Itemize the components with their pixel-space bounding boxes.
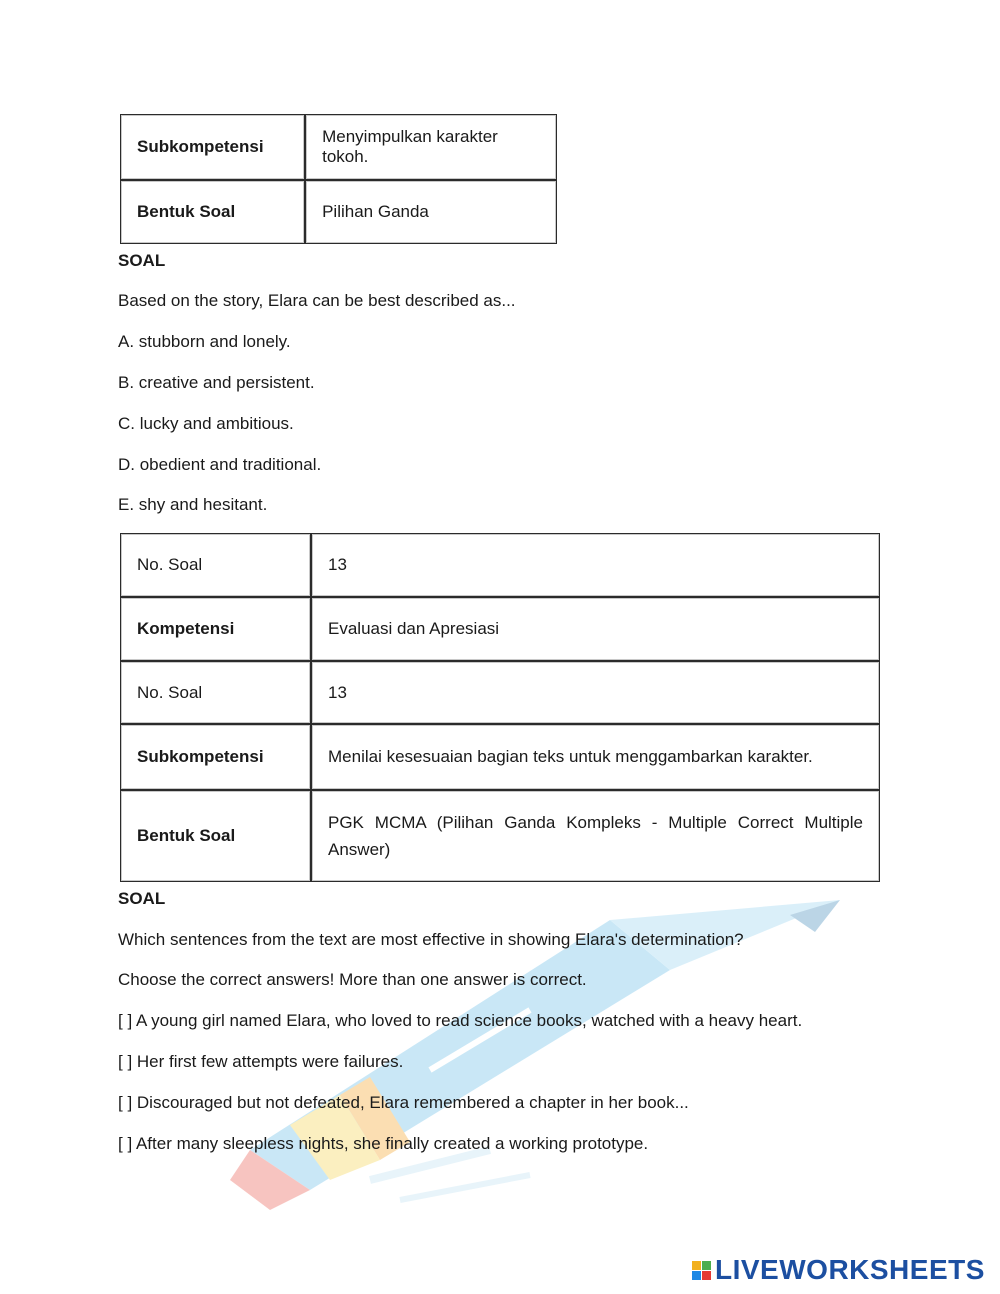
row-label: Bentuk Soal	[120, 790, 311, 882]
row-value: Evaluasi dan Apresiasi	[311, 597, 880, 661]
logo-block	[692, 1271, 701, 1280]
row-value: PGK MCMA (Pilihan Ganda Kompleks - Multiple Correct Multiple Answer)	[311, 790, 880, 882]
row-label: Subkompetensi	[120, 114, 305, 180]
row-value: Menyimpulkan karakter tokoh.	[305, 114, 557, 180]
row-value: 13	[311, 533, 880, 597]
row-label: No. Soal	[120, 533, 311, 597]
answer-option[interactable]: C. lucky and ambitious.	[118, 414, 294, 433]
row-label: Subkompetensi	[120, 724, 311, 790]
info-table-1	[120, 114, 557, 244]
row-label: Kompetensi	[120, 597, 311, 661]
logo-text: LIVEWORKSHEETS	[715, 1254, 985, 1285]
soal-heading: SOAL	[118, 889, 166, 908]
table-row	[120, 597, 880, 661]
question-prompt: Which sentences from the text are most effective in showing Elara's determination?	[118, 930, 744, 949]
answer-option[interactable]: A. stubborn and lonely.	[118, 332, 291, 351]
answer-checkbox-option[interactable]: [ ] Discouraged but not defeated, Elara remembered a chapter in her book...	[118, 1093, 689, 1112]
answer-checkbox-option[interactable]: [ ] After many sleepless nights, she finally created a working prototype.	[118, 1134, 649, 1153]
question-prompt: Based on the story, Elara can be best described as...	[118, 291, 516, 310]
answer-option[interactable]: E. shy and hesitant.	[118, 495, 268, 514]
info-table-2	[120, 533, 880, 882]
table-row	[120, 114, 557, 180]
table-row	[120, 180, 557, 244]
logo-block	[702, 1271, 711, 1280]
row-label: No. Soal	[120, 661, 311, 724]
table-row	[120, 533, 880, 597]
answer-checkbox-option[interactable]: [ ] A young girl named Elara, who loved to read science books, watched with a heavy heart.	[118, 1011, 803, 1030]
row-value: Menilai kesesuaian bagian teks untuk menggambarkan karakter.	[311, 724, 880, 790]
table-row	[120, 661, 880, 724]
question-instruction: Choose the correct answers! More than one answer is correct.	[118, 970, 587, 989]
logo-blocks-icon	[692, 1261, 711, 1280]
liveworksheets-logo	[692, 1254, 985, 1286]
row-value: Pilihan Ganda	[305, 180, 557, 244]
answer-option[interactable]: D. obedient and traditional.	[118, 455, 322, 474]
logo-block	[702, 1261, 711, 1270]
table-row	[120, 724, 880, 790]
table-row	[120, 790, 880, 882]
row-label: Bentuk Soal	[120, 180, 305, 244]
soal-heading: SOAL	[118, 251, 166, 270]
answer-option[interactable]: B. creative and persistent.	[118, 373, 315, 392]
answer-checkbox-option[interactable]: [ ] Her first few attempts were failures.	[118, 1052, 404, 1071]
logo-block	[692, 1261, 701, 1270]
row-value: 13	[311, 661, 880, 724]
